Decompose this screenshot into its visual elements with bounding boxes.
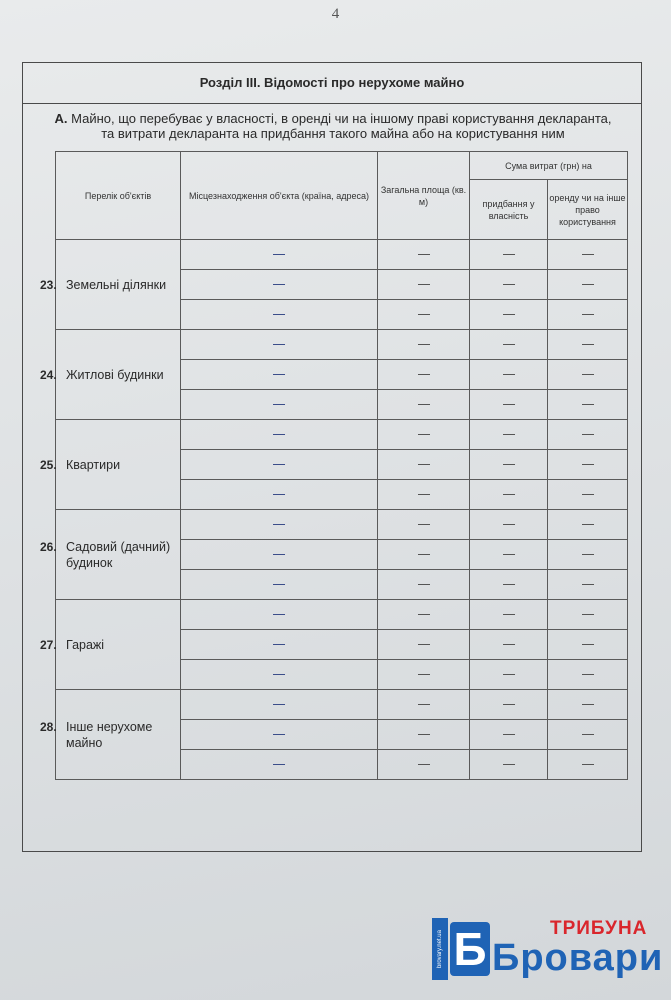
location-cell [181, 720, 378, 750]
purchase-cell [470, 750, 548, 780]
empty-value-mark [503, 494, 515, 495]
location-cell [181, 480, 378, 510]
empty-value-mark [503, 434, 515, 435]
subsection-letter: А. [54, 111, 68, 126]
empty-value-mark [273, 254, 285, 255]
purchase-cell [470, 420, 548, 450]
purchase-cell [470, 360, 548, 390]
location-cell [181, 300, 378, 330]
empty-value-mark [582, 764, 594, 765]
area-cell [378, 360, 470, 390]
purchase-cell [470, 270, 548, 300]
rent-cell [548, 240, 628, 270]
location-cell [181, 600, 378, 630]
empty-value-mark [582, 614, 594, 615]
empty-value-mark [503, 344, 515, 345]
empty-value-mark [582, 374, 594, 375]
area-cell [378, 270, 470, 300]
empty-value-mark [273, 404, 285, 405]
category-label: Гаражі [66, 637, 105, 652]
purchase-cell [470, 720, 548, 750]
empty-value-mark [273, 524, 285, 525]
watermark-brand-name: Бровари [492, 937, 664, 979]
area-cell [378, 690, 470, 720]
rent-cell [548, 570, 628, 600]
empty-value-mark [503, 404, 515, 405]
header-location: Місцезнаходження об'єкта (країна, адреса) [181, 152, 378, 240]
rent-cell [548, 450, 628, 480]
header-purchase: придбання у власність [470, 180, 548, 240]
rent-cell [548, 720, 628, 750]
location-cell [181, 240, 378, 270]
empty-value-mark [503, 704, 515, 705]
location-cell [181, 630, 378, 660]
empty-value-mark [582, 674, 594, 675]
empty-value-mark [582, 494, 594, 495]
empty-value-mark [418, 644, 430, 645]
location-cell [181, 750, 378, 780]
location-cell [181, 420, 378, 450]
row-number: 23. [40, 277, 57, 292]
purchase-cell [470, 300, 548, 330]
empty-value-mark [273, 614, 285, 615]
header-rent: оренду чи на інше право користування [548, 180, 628, 240]
empty-value-mark [418, 254, 430, 255]
category-cell [40, 690, 181, 780]
empty-value-mark [418, 614, 430, 615]
section-title: Розділ III. Відомості про нерухоме майно [23, 63, 641, 104]
row-number: 28. [40, 719, 57, 734]
row-number: 27. [40, 637, 57, 652]
empty-value-mark [582, 584, 594, 585]
location-cell [181, 270, 378, 300]
empty-value-mark [273, 644, 285, 645]
empty-value-mark [273, 764, 285, 765]
table-row [56, 420, 628, 450]
empty-value-mark [273, 434, 285, 435]
empty-value-mark [582, 344, 594, 345]
purchase-cell [470, 480, 548, 510]
location-cell [181, 660, 378, 690]
empty-value-mark [273, 374, 285, 375]
area-cell [378, 330, 470, 360]
empty-value-mark [418, 374, 430, 375]
empty-value-mark [418, 734, 430, 735]
header-expenses: Сума витрат (грн) на [470, 152, 628, 180]
area-cell [378, 420, 470, 450]
rent-cell [548, 330, 628, 360]
empty-value-mark [582, 524, 594, 525]
location-cell [181, 540, 378, 570]
table-row [56, 240, 628, 270]
empty-value-mark [582, 554, 594, 555]
rent-cell [548, 510, 628, 540]
empty-value-mark [418, 434, 430, 435]
category-label: Інше нерухоме майно [66, 719, 153, 750]
area-cell [378, 720, 470, 750]
rent-cell [548, 600, 628, 630]
area-cell [378, 600, 470, 630]
purchase-cell [470, 330, 548, 360]
rent-cell [548, 690, 628, 720]
purchase-cell [470, 600, 548, 630]
watermark-letter: Б [450, 922, 490, 976]
category-cell [40, 510, 181, 600]
empty-value-mark [582, 464, 594, 465]
empty-value-mark [503, 524, 515, 525]
row-number: 25. [40, 457, 57, 472]
location-cell [181, 570, 378, 600]
purchase-cell [470, 540, 548, 570]
category-label: Квартири [66, 457, 121, 472]
rent-cell [548, 660, 628, 690]
purchase-cell [470, 630, 548, 660]
location-cell [181, 450, 378, 480]
purchase-cell [470, 570, 548, 600]
rent-cell [548, 270, 628, 300]
empty-value-mark [418, 404, 430, 405]
area-cell [378, 750, 470, 780]
subsection-line1: Майно, що перебуває у власності, в оренді чи на іншому праві користування декларанта, [71, 111, 612, 126]
empty-value-mark [273, 584, 285, 585]
empty-value-mark [418, 584, 430, 585]
empty-value-mark [503, 374, 515, 375]
area-cell [378, 570, 470, 600]
purchase-cell [470, 660, 548, 690]
empty-value-mark [582, 314, 594, 315]
empty-value-mark [503, 254, 515, 255]
empty-value-mark [273, 314, 285, 315]
empty-value-mark [503, 674, 515, 675]
watermark-logo [432, 918, 664, 980]
location-cell [181, 330, 378, 360]
area-cell [378, 510, 470, 540]
empty-value-mark [582, 284, 594, 285]
category-cell [40, 330, 181, 420]
header-area: Загальна площа (кв. м) [378, 152, 470, 240]
row-number: 26. [40, 539, 57, 554]
empty-value-mark [503, 644, 515, 645]
location-cell [181, 690, 378, 720]
location-cell [181, 360, 378, 390]
location-cell [181, 390, 378, 420]
subsection-heading [23, 111, 643, 141]
table-row [56, 510, 628, 540]
area-cell [378, 540, 470, 570]
empty-value-mark [582, 644, 594, 645]
watermark-site: brovary.net.ua [432, 918, 448, 980]
empty-value-mark [273, 284, 285, 285]
area-cell [378, 660, 470, 690]
empty-value-mark [418, 764, 430, 765]
empty-value-mark [273, 734, 285, 735]
category-cell [40, 600, 181, 690]
category-label: Земельні ділянки [66, 277, 167, 292]
area-cell [378, 480, 470, 510]
empty-value-mark [582, 434, 594, 435]
empty-value-mark [418, 494, 430, 495]
empty-value-mark [418, 464, 430, 465]
empty-value-mark [273, 704, 285, 705]
empty-value-mark [503, 734, 515, 735]
empty-value-mark [582, 734, 594, 735]
empty-value-mark [582, 404, 594, 405]
empty-value-mark [273, 554, 285, 555]
empty-value-mark [503, 614, 515, 615]
purchase-cell [470, 390, 548, 420]
purchase-cell [470, 240, 548, 270]
empty-value-mark [503, 314, 515, 315]
subsection-line2: та витрати декларанта на придбання такого майна або на користування ним [101, 126, 565, 141]
rent-cell [548, 750, 628, 780]
empty-value-mark [418, 344, 430, 345]
watermark-brand-top: ТРИБУНА [550, 918, 648, 939]
empty-value-mark [503, 284, 515, 285]
area-cell [378, 390, 470, 420]
category-cell [40, 240, 181, 330]
rent-cell [548, 540, 628, 570]
empty-value-mark [273, 674, 285, 675]
rent-cell [548, 420, 628, 450]
rent-cell [548, 480, 628, 510]
empty-value-mark [273, 464, 285, 465]
empty-value-mark [503, 584, 515, 585]
table-row [56, 600, 628, 630]
purchase-cell [470, 510, 548, 540]
empty-value-mark [418, 284, 430, 285]
table-row [56, 690, 628, 720]
rent-cell [548, 300, 628, 330]
area-cell [378, 300, 470, 330]
property-table [40, 151, 628, 780]
category-label: Садовий (дачний) будинок [66, 539, 171, 570]
header-objects: Перелік об'єктів [56, 152, 181, 240]
area-cell [378, 630, 470, 660]
empty-value-mark [273, 494, 285, 495]
category-cell [40, 420, 181, 510]
rent-cell [548, 390, 628, 420]
row-number: 24. [40, 367, 57, 382]
empty-value-mark [503, 764, 515, 765]
empty-value-mark [582, 704, 594, 705]
empty-value-mark [418, 674, 430, 675]
empty-value-mark [418, 524, 430, 525]
area-cell [378, 240, 470, 270]
rent-cell [548, 630, 628, 660]
empty-value-mark [418, 314, 430, 315]
empty-value-mark [582, 254, 594, 255]
purchase-cell [470, 690, 548, 720]
rent-cell [548, 360, 628, 390]
section-frame [22, 62, 642, 852]
location-cell [181, 510, 378, 540]
property-table-body [40, 240, 628, 780]
empty-value-mark [418, 554, 430, 555]
category-label: Житлові будинки [66, 367, 164, 382]
empty-value-mark [503, 554, 515, 555]
area-cell [378, 450, 470, 480]
page-number: 4 [331, 6, 340, 22]
empty-value-mark [503, 464, 515, 465]
empty-value-mark [418, 704, 430, 705]
table-row [56, 330, 628, 360]
empty-value-mark [273, 344, 285, 345]
purchase-cell [470, 450, 548, 480]
